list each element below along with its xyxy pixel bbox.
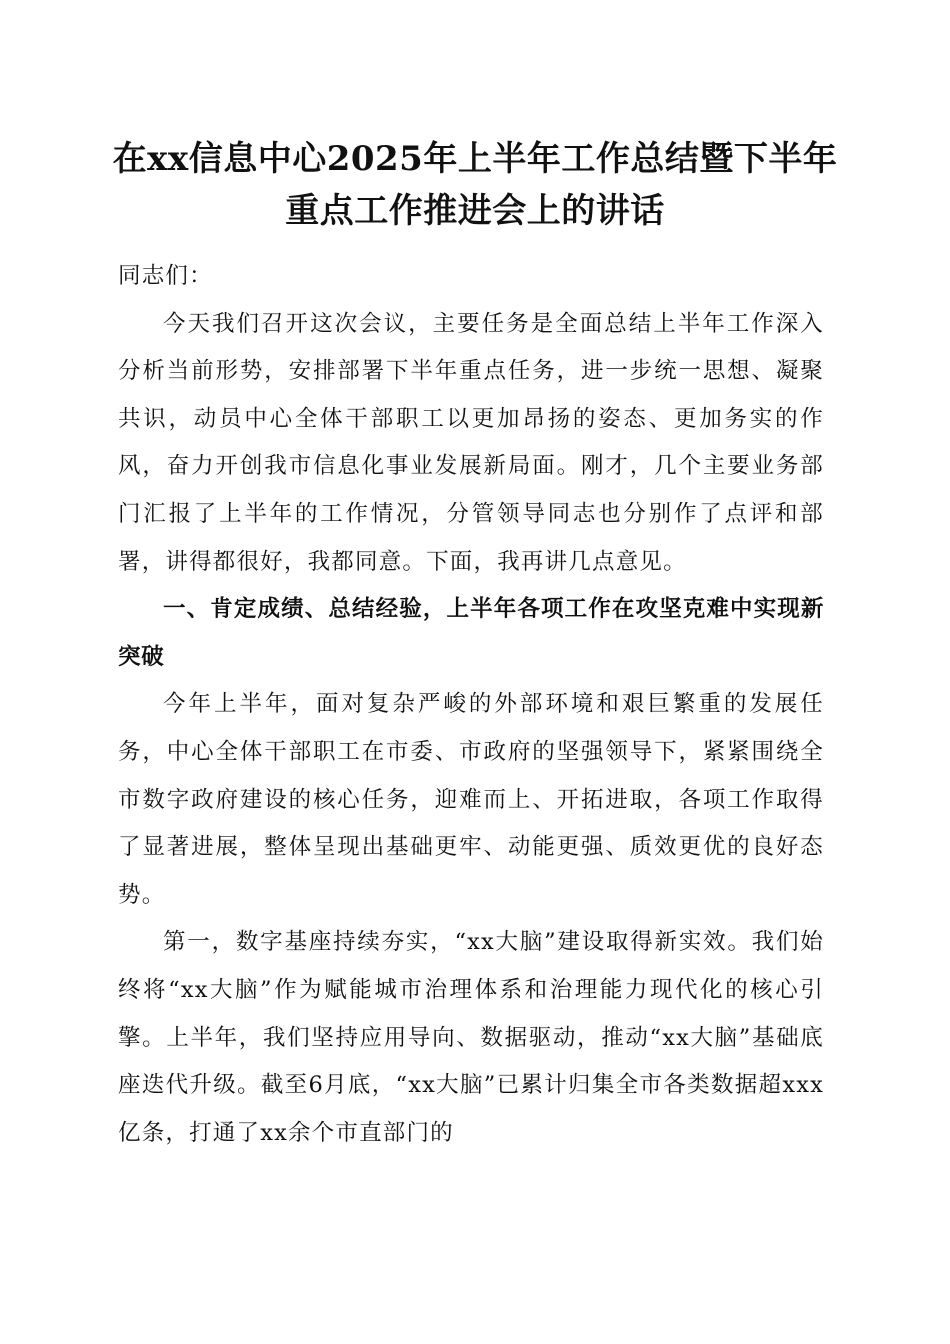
- section-heading-1: 一、肯定成绩、总结经验，上半年各项工作在攻坚克难中实现新突破: [118, 596, 824, 670]
- document-body: [118, 253, 824, 1157]
- paragraph-first-point: 第一，数字基座持续夯实，“xx大脑”建设取得新实效。我们始终将“xx大脑”作为赋能城市治理体系和治理能力现代化的核心引擎。上半年，我们坚持应用导向、数据驱动，推动“xx大脑”基础底座迭代升级。截至6月底，“xx大脑”已累计归集全市各类数据超xxx亿条，打通了xx余个市直部门的: [118, 929, 824, 1146]
- paragraph-summary: 今年上半年，面对复杂严峻的外部环境和艰巨繁重的发展任务，中心全体干部职工在市委、市政府的坚强领导下，紧紧围绕全市数字政府建设的核心任务，迎难而上、开拓进取，各项工作取得了显著进展，整体呈现出基础更牢、动能更强、质效更优的良好态势。: [118, 691, 824, 908]
- document-title: 在xx信息中心2025年上半年工作总结暨下半年重点工作推进会上的讲话: [112, 139, 838, 231]
- paragraph-intro: 今天我们召开这次会议，主要任务是全面总结上半年工作深入分析当前形势，安排部署下半年重点任务，进一步统一思想、凝聚共识，动员中心全体干部职工以更加昂扬的姿态、更加务实的作风，奋力开创我市信息化事业发展新局面。刚才，几个主要业务部门汇报了上半年的工作情况，分管领导同志也分别作了点评和部署，讲得都很好，我都同意。下面，我再讲几点意见。: [118, 310, 824, 575]
- salutation: 同志们：: [118, 263, 213, 289]
